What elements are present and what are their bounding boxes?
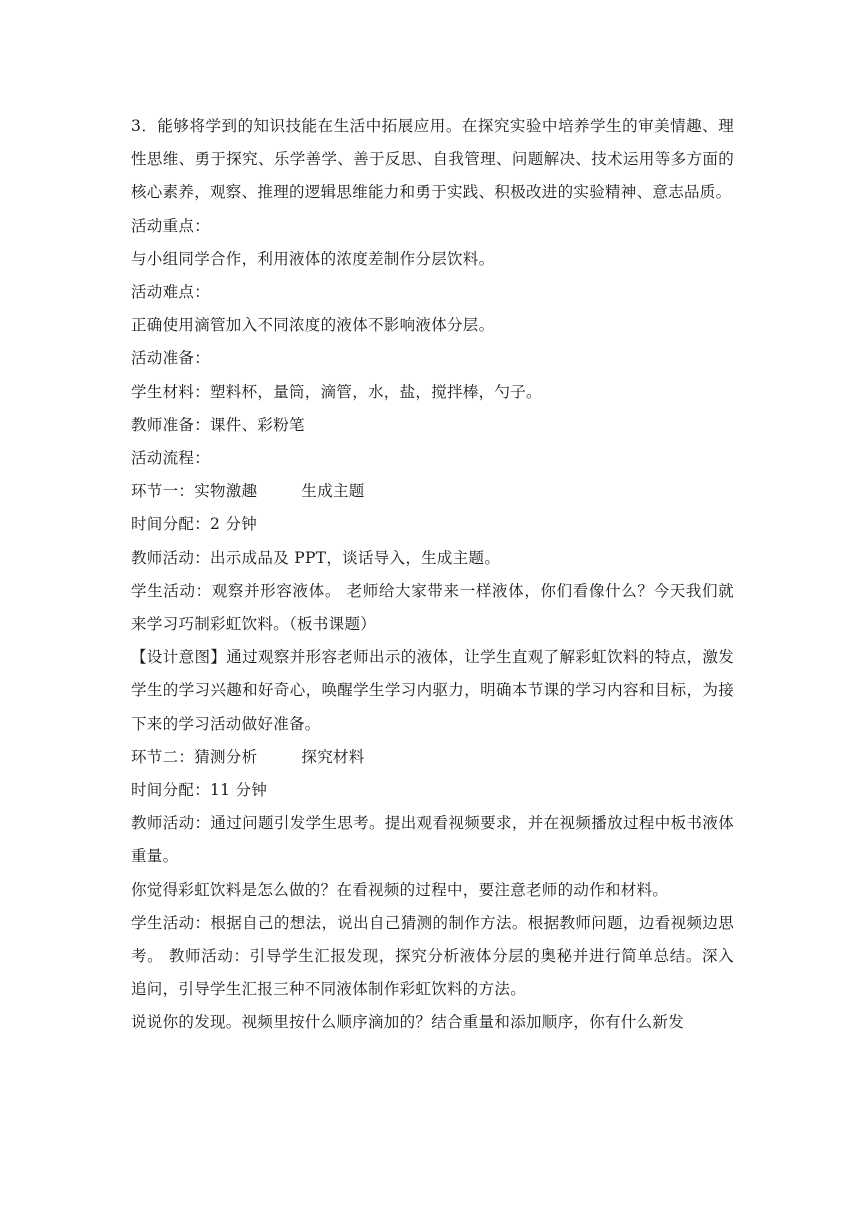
section2-time: 时间分配：11 分钟	[131, 781, 268, 800]
section2-title-part-a: 环节二：猜测分析	[131, 747, 258, 766]
difficulty-heading: 活动难点：	[131, 283, 211, 302]
section2-student-activity: 学生活动：根据自己的想法，说出自己猜测的制作方法。根据教师问题，边看视频边思考。 教师活动：引导学生汇报发现，探究分析液体分层的奥秘并进行简单总结。深入追问，引导学生汇报三种不同液体制作彩虹饮料的方法。	[131, 913, 734, 999]
section2-title-part-b: 探究材料	[301, 747, 365, 766]
section1-teacher-activity: 教师活动：出示成品及 PPT，谈话导入，生成主题。	[131, 548, 501, 567]
section1-student-activity: 学生活动：观察并形容液体。 老师给大家带来一样液体，你们看像什么？今天我们就来学习巧制彩虹饮料。（板书课题）	[131, 581, 734, 634]
section1-time: 时间分配：2 分钟	[131, 515, 257, 534]
section2-question: 你觉得彩虹饮料是怎么做的？在看视频的过程中，要注意老师的动作和材料。	[131, 880, 669, 899]
difficulty-text: 正确使用滴管加入不同浓度的液体不影响液体分层。	[131, 316, 495, 335]
section2-teacher-activity: 教师活动：通过问题引发学生思考。提出观看视频要求，并在视频播放过程中板书液体重量。	[131, 814, 734, 866]
key-point-heading: 活动重点：	[131, 216, 211, 235]
process-heading: 活动流程：	[131, 449, 211, 468]
document-body	[131, 110, 734, 1040]
student-materials: 学生材料：塑料杯，量筒，滴管，水，盐，搅拌棒，勺子。	[131, 382, 542, 401]
section1-title	[131, 475, 734, 508]
section2-title	[131, 741, 734, 774]
section1-title-part-b: 生成主题	[301, 482, 365, 501]
preparation-heading: 活动准备：	[131, 349, 211, 368]
key-point-text: 与小组同学合作，利用液体的浓度差制作分层饮料。	[131, 249, 495, 268]
section1-title-part-a: 环节一：实物激趣	[131, 482, 258, 501]
section2-last-line: 说说你的发现。视频里按什么顺序滴加的？结合重量和添加顺序，你有什么新发	[131, 1013, 685, 1032]
objective-3-paragraph: 3．能够将学到的知识技能在生活中拓展应用。在探究实验中培养学生的审美情趣、理性思维、勇于探究、乐学善学、善于反思、自我管理、问题解决、技术运用等多方面的核心素养，观察、推理的逻辑思维能力和勇于实践、积极改进的实验精神、意志品质。	[131, 117, 734, 202]
section1-design-intent: 【设计意图】通过观察并形容老师出示的液体，让学生直观了解彩虹饮料的特点，激发学生的学习兴趣和好奇心，唤醒学生学习内驱力，明确本节课的学习内容和目标，为接下来的学习活动做好准备。	[131, 648, 734, 733]
teacher-preparation: 教师准备：课件、彩粉笔	[131, 415, 305, 434]
